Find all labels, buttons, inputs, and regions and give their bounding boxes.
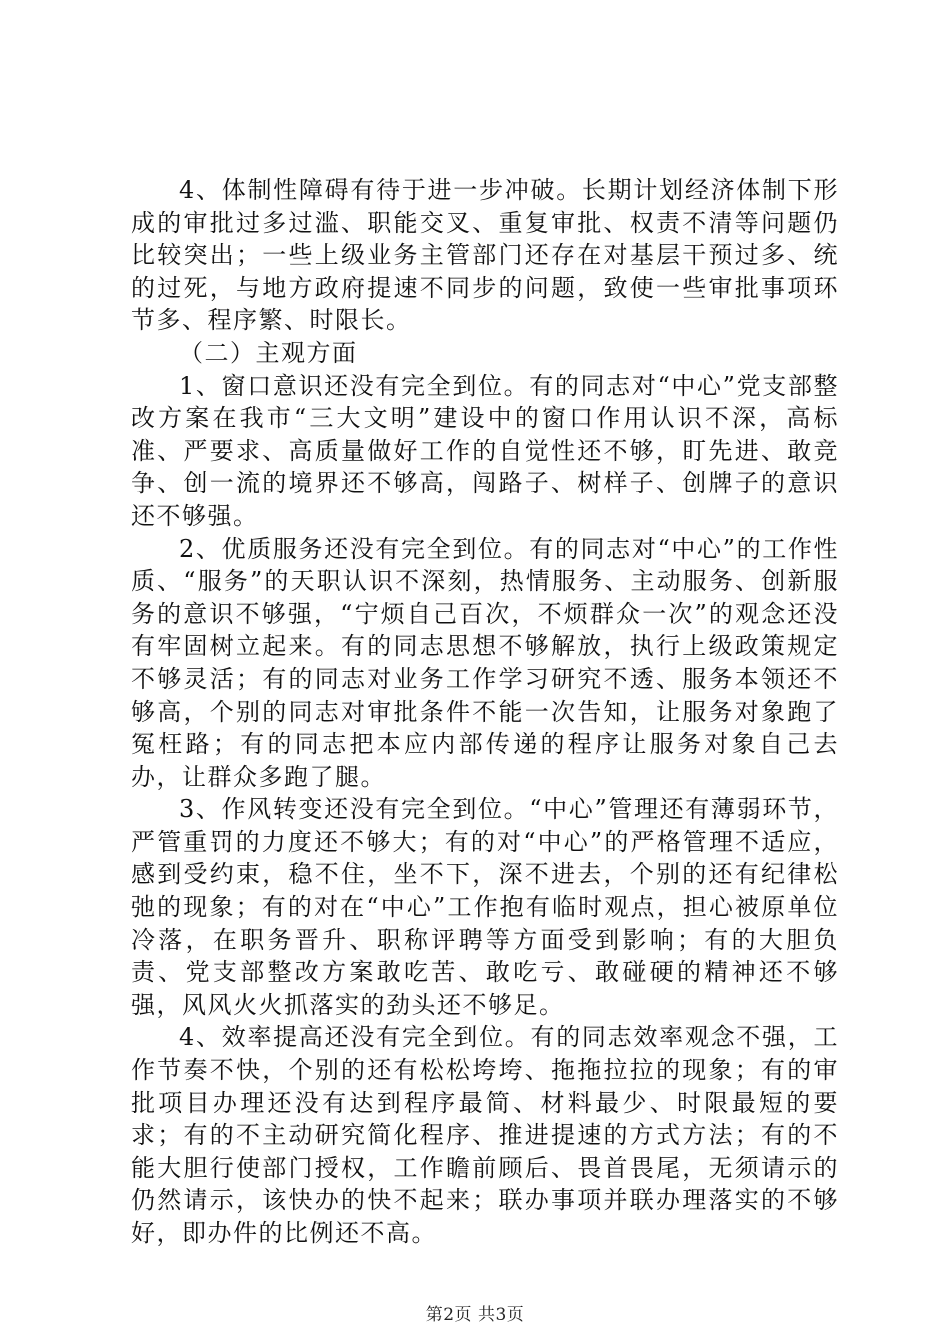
section-heading-subjective: （二）主观方面 [179, 338, 358, 367]
paragraph-work-style: 3、作风转变还没有完全到位。“中心”管理还有薄弱环节，严管重罚的力度还不够大；有的对“中心”的严格管理不适应，感到受约束，稳不住，坐不下，深不进去，个别的还有纪律松弛的现象；有的对在“中心”工作抱有临时观点，担心被原单位冷落，在职务晋升、职称评聘等方面受到影响；有的大胆负责、党支部整改方案敢吃苦、敢吃亏、敢碰硬的精神还不够强，风风火火抓落实的劲头还不够足。 [131, 795, 839, 1019]
page-footer: 第2页 共3页 [425, 1305, 525, 1325]
paragraph-window-awareness: 1、窗口意识还没有完全到位。有的同志对“中心”党支部整改方案在我市“三大文明”建设中的窗口作用认识不深，高标准、严要求、高质量做好工作的自觉性还不够，盯先进、敢竞争、创一流的境界还不够高，闯路子、树样子、创牌子的意识还不够强。 [131, 371, 839, 530]
paragraph-efficiency: 4、效率提高还没有完全到位。有的同志效率观念不强，工作节奏不快，个别的还有松松垮垮、拖拖拉拉的现象；有的审批项目办理还没有达到程序最简、材料最少、时限最短的要求；有的不主动研究简化程序、推进提速的方式方法；有的不能大胆行使部门授权，工作瞻前顾后、畏首畏尾，无须请示的仍然请示，该快办的快不起来；联办事项并联办理落实的不够好，即办件的比例还不高。 [131, 1023, 839, 1247]
document-body [131, 174, 839, 1250]
paragraph-institutional-barriers: 4、体制性障碍有待于进一步冲破。长期计划经济体制下形成的审批过多过滥、职能交叉、重复审批、权责不清等问题仍比较突出；一些上级业务主管部门还存在对基层干预过多、统的过死，与地方政府提速不同步的问题，致使一些审批事项环节多、程序繁、时限长。 [131, 176, 839, 335]
paragraph-quality-service: 2、优质服务还没有完全到位。有的同志对“中心”的工作性质、“服务”的天职认识不深刻，热情服务、主动服务、创新服务的意识不够强，“宁烦自己百次，不烦群众一次”的观念还没有牢固树立起来。有的同志思想不够解放，执行上级政策规定不够灵活；有的同志对业务工作学习研究不透、服务本领还不够高，个别的同志对审批条件不能一次告知，让服务对象跑了冤枉路；有的同志把本应内部传递的程序让服务对象自己去办，让群众多跑了腿。 [131, 534, 839, 791]
